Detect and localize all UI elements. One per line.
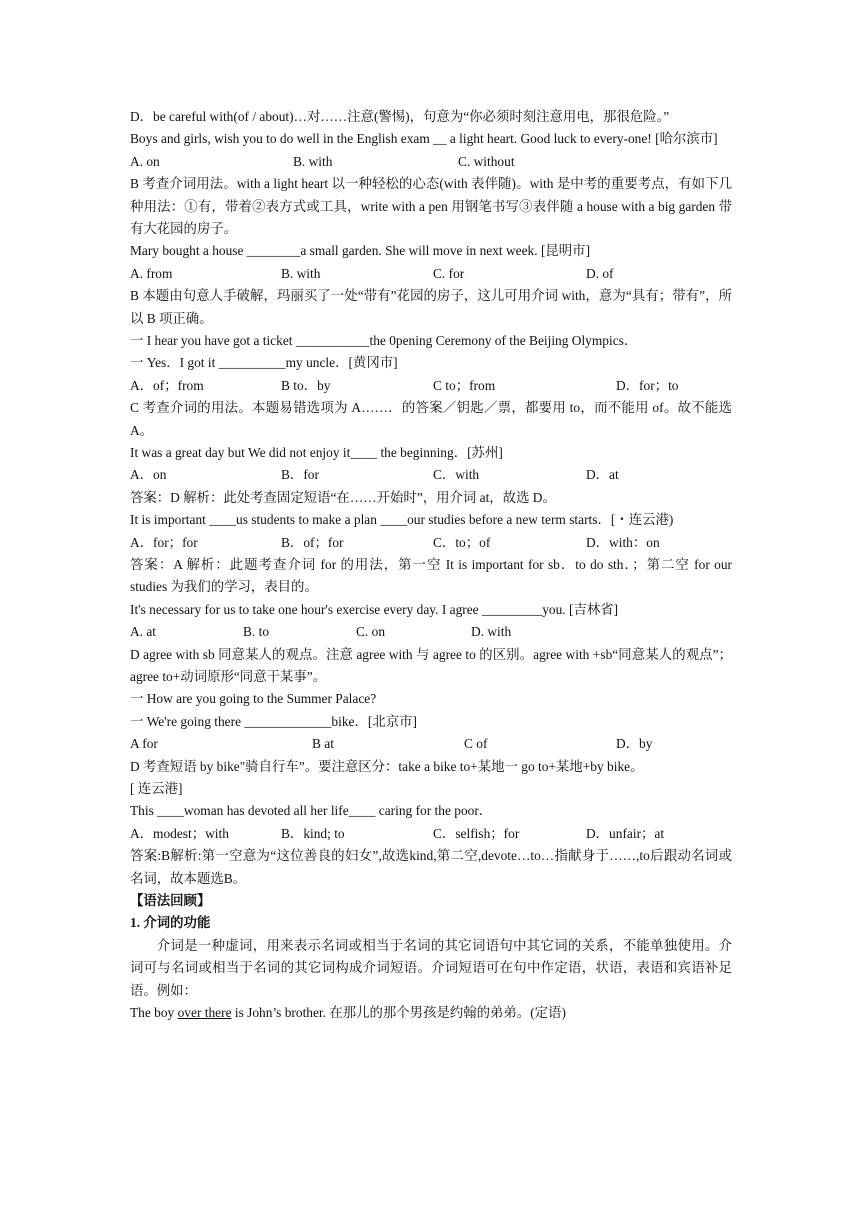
- option: B. to: [243, 624, 270, 640]
- question-1-answer: B 考查介词用法。with a light heart 以一种轻松的心态(with 表伴随)。with 是中考的重要考点，有如下几种用法：①有，带着②表方式或工具，write with a pen 用钢笔书写③表伴随 a house with a big garden 带有大花园的房子。: [130, 176, 732, 237]
- option: D. with: [471, 624, 512, 640]
- question-8-answer: 答案:B解析:第一空意为“这位善良的妇女”,故选kind,第二空,devote…to…指献身于……,to后跟动名词或名词，故本题选B。: [130, 848, 732, 886]
- option: A. at: [130, 624, 157, 640]
- grammar-paragraph: 介词是一种虚词，用来表示名词或相当于名词的其它词语句中其它词的关系，不能单独使用。介词可与名词或相当于名词的其它词构成介词短语。介词短语可在句中作定语，状语，表语和宾语补足语。例如：: [130, 937, 732, 998]
- question-7-options: [130, 733, 732, 755]
- question-4-options: [130, 464, 732, 486]
- option: A．of；from: [130, 377, 204, 393]
- option: B．of；for: [281, 534, 344, 550]
- question-2-stem: Mary bought a house ________a small garden. She will move in next week. [昆明市]: [130, 243, 591, 259]
- question-4-stem: It was a great day but We did not enjoy it____ the beginning．[苏州]: [130, 445, 503, 460]
- option: D．by: [616, 736, 653, 752]
- question-5-answer: 答案：A 解析：此题考查介词 for 的用法，第一空 It is important for sb．to do sth．；第二空 for our studies 为我们的学习，表目的。: [130, 556, 732, 595]
- option: D．for；to: [616, 377, 679, 393]
- question-3-stem-1: 一 I hear you have got a ticket ___________the 0pening Ceremony of the Beijing Olympics．: [130, 333, 638, 349]
- option: B to．by: [281, 377, 331, 393]
- example-sentence: [130, 1002, 732, 1024]
- option: C to；from: [433, 377, 496, 393]
- option: A. on: [130, 153, 160, 169]
- option: A. from: [130, 265, 173, 281]
- question-5-options: [130, 532, 732, 554]
- option: D．unfair；at: [586, 825, 665, 841]
- option: A for: [130, 736, 158, 752]
- question-3-options: [130, 375, 732, 397]
- question-6-options: [130, 621, 732, 643]
- option: B. with: [281, 265, 321, 281]
- option: C of: [464, 736, 488, 752]
- option: A．for；for: [130, 534, 198, 550]
- section-title: 【语法回顾】: [130, 892, 211, 908]
- option: C. on: [356, 624, 386, 640]
- question-5-stem: It is important ____us students to make a plan ____our studies before a new term starts．[・连云港): [130, 512, 674, 528]
- question-2-options: [130, 263, 732, 285]
- question-4-answer: 答案：D 解析：此处考查固定短语“在……开始时”，用介词 at，故选 D。: [130, 489, 556, 505]
- question-6-answer: D agree with sb 同意某人的观点。注意 agree with 与 agree to 的区别。agree with +sb“同意某人的观点”；agree to+动词原形“同意干某事”。: [130, 646, 732, 684]
- option: C．selfish；for: [433, 825, 520, 841]
- option: B at: [312, 736, 334, 752]
- question-2-answer: B 本题由句意人手破解，玛丽买了一处“带有”花园的房子，这儿可用介词 with，意为“具有；带有”，所以 B 项正确。: [130, 288, 732, 326]
- option: B．kind; to: [281, 825, 345, 841]
- option: B．for: [281, 467, 319, 483]
- option: C．with: [433, 467, 480, 483]
- option: D．with：on: [586, 534, 660, 550]
- sub-title: 1. 介词的功能: [130, 915, 211, 931]
- option: C．to；of: [433, 534, 491, 550]
- question-7-answer: D 考查短语 by bike"骑自行车”。要注意区分：take a bike to+某地一 go to+某地+by bike。: [130, 758, 644, 774]
- question-7-stem-2: 一 We're going there _____________bike．[北京市]: [130, 713, 417, 729]
- question-8-options: [130, 823, 732, 845]
- option: C. without: [458, 153, 515, 169]
- option: B. with: [293, 153, 333, 169]
- question-8-source: [ 连云港]: [130, 780, 183, 796]
- question-7-stem-1: 一 How are you going to the Summer Palace?: [130, 691, 377, 707]
- option: D. of: [586, 265, 614, 281]
- question-3-stem-2: 一 Yes．I got it __________my uncle．[黄冈市]: [130, 355, 398, 371]
- example-underlined: over there: [177, 1004, 232, 1020]
- option: C. for: [433, 265, 465, 281]
- option: A．on: [130, 467, 167, 483]
- question-3-answer: C 考查介词的用法。本题易错选项为 A……．的答案／钥匙／票，都要用 to，而不能用 of。故不能选 A。: [130, 400, 732, 438]
- explanation-d: D．be careful with(of / about)…对……注意(警惕)，句意为“你必须时刻注意用电，那很危险。”: [130, 109, 670, 124]
- example-prefix: The boy: [130, 1004, 178, 1020]
- document-page: [130, 106, 732, 1024]
- question-6-stem: It's necessary for us to take one hour's exercise every day. I agree _________you. [吉林省]: [130, 601, 619, 617]
- question-1-stem: Boys and girls, wish you to do well in the English exam __ a light heart. Good luck to every-one! [哈尔滨市]: [130, 131, 718, 147]
- question-8-stem: This ____woman has devoted all her life____ caring for the poor．: [130, 803, 493, 819]
- option: A．modest；with: [130, 825, 229, 841]
- question-1-options: [130, 151, 732, 173]
- example-suffix: is John’s brother. 在那儿的那个男孩是约翰的弟弟。(定语): [231, 1004, 566, 1020]
- option: D．at: [586, 467, 619, 483]
